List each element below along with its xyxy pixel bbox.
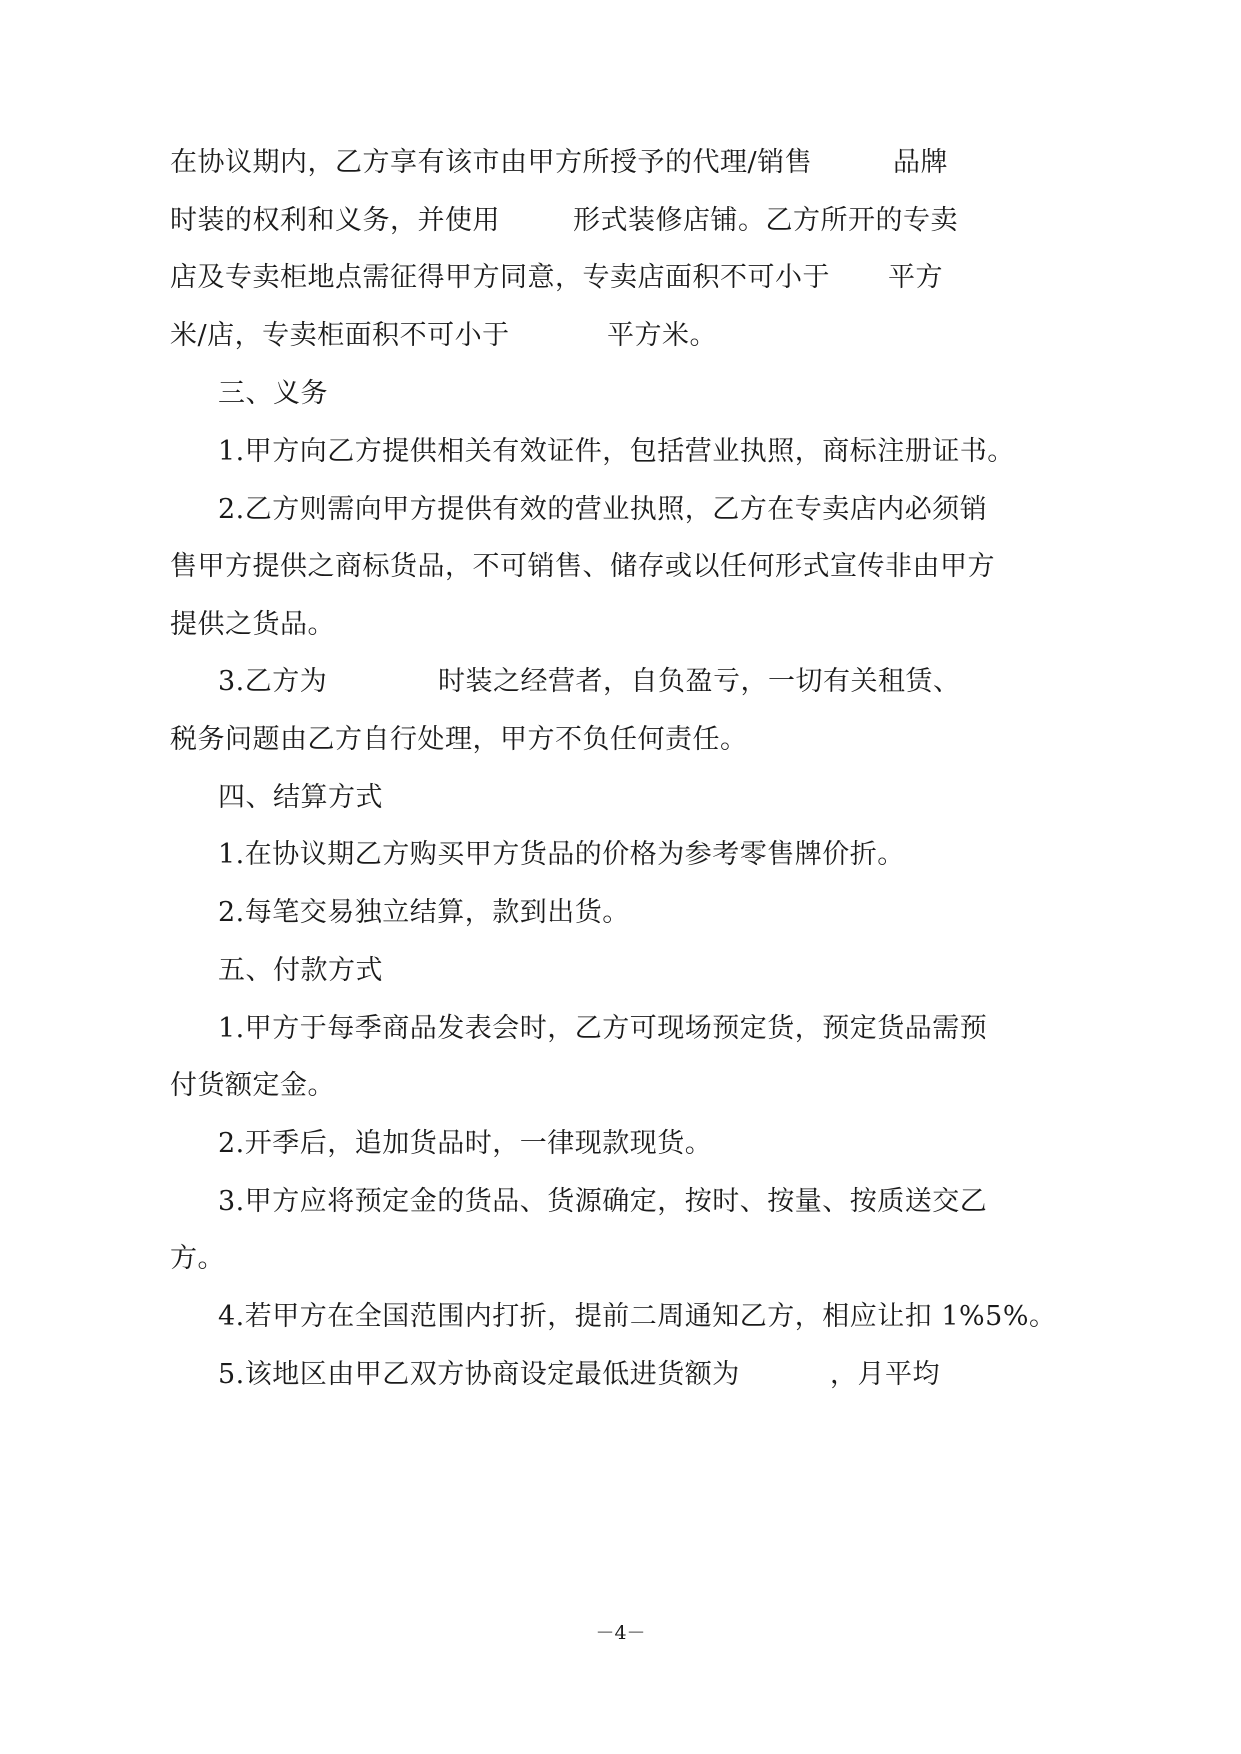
text-line-18: 2.开季后，追加货品时，一律现款现货。 [218,1128,713,1159]
text-line-10-part-2: 时装之经营者，自负盈亏，一切有关租赁、 [438,666,961,697]
text-line-17: 付货额定金。 [170,1070,335,1101]
text-line-12: 四、结算方式 [218,782,383,813]
text-line-5: 三、义务 [218,378,328,409]
text-line-22-part-2: ，月平均 [830,1359,940,1390]
text-line-16: 1.甲方于每季商品发表会时，乙方可现场预定货，预定货品需预 [218,1013,988,1044]
text-line-3-part-2: 平方 [888,262,943,293]
text-line-9: 提供之货品。 [170,609,335,640]
text-line-10-part-1: 3.乙方为 [218,666,328,697]
text-line-11: 税务问题由乙方自行处理，甲方不负任何责任。 [170,724,748,755]
text-line-22-part-1: 5.该地区由甲乙双方协商设定最低进货额为 [218,1359,740,1390]
text-line-8: 售甲方提供之商标货品，不可销售、储存或以任何形式宣传非由甲方 [170,551,995,582]
text-line-7: 2.乙方则需向甲方提供有效的营业执照，乙方在专卖店内必须销 [218,494,988,525]
text-line-4-part-2: 平方米。 [607,320,717,351]
text-line-1-part-2: 品牌 [893,147,948,178]
text-line-15: 五、付款方式 [218,955,383,986]
page-number: －4－ [595,1622,646,1644]
text-line-2-part-2: 形式装修店铺。乙方所开的专卖 [573,205,958,236]
text-line-6: 1.甲方向乙方提供相关有效证件，包括营业执照，商标注册证书。 [218,436,1015,467]
text-line-2-part-1: 时装的权利和义务，并使用 [170,205,500,236]
text-line-1-part-1: 在协议期内，乙方享有该市由甲方所授予的代理/销售 [170,147,813,178]
text-line-20: 方。 [170,1243,225,1274]
text-line-14: 2.每笔交易独立结算，款到出货。 [218,897,630,928]
text-line-21: 4.若甲方在全国范围内打折，提前二周通知乙方，相应让扣 1%5%。 [218,1301,1057,1332]
text-line-13: 1.在协议期乙方购买甲方货品的价格为参考零售牌价折。 [218,839,905,870]
text-line-4-part-1: 米/店，专卖柜面积不可小于 [170,320,510,351]
text-line-3-part-1: 店及专卖柜地点需征得甲方同意，专卖店面积不可小于 [170,262,830,293]
text-line-19: 3.甲方应将预定金的货品、货源确定，按时、按量、按质送交乙 [218,1186,988,1217]
